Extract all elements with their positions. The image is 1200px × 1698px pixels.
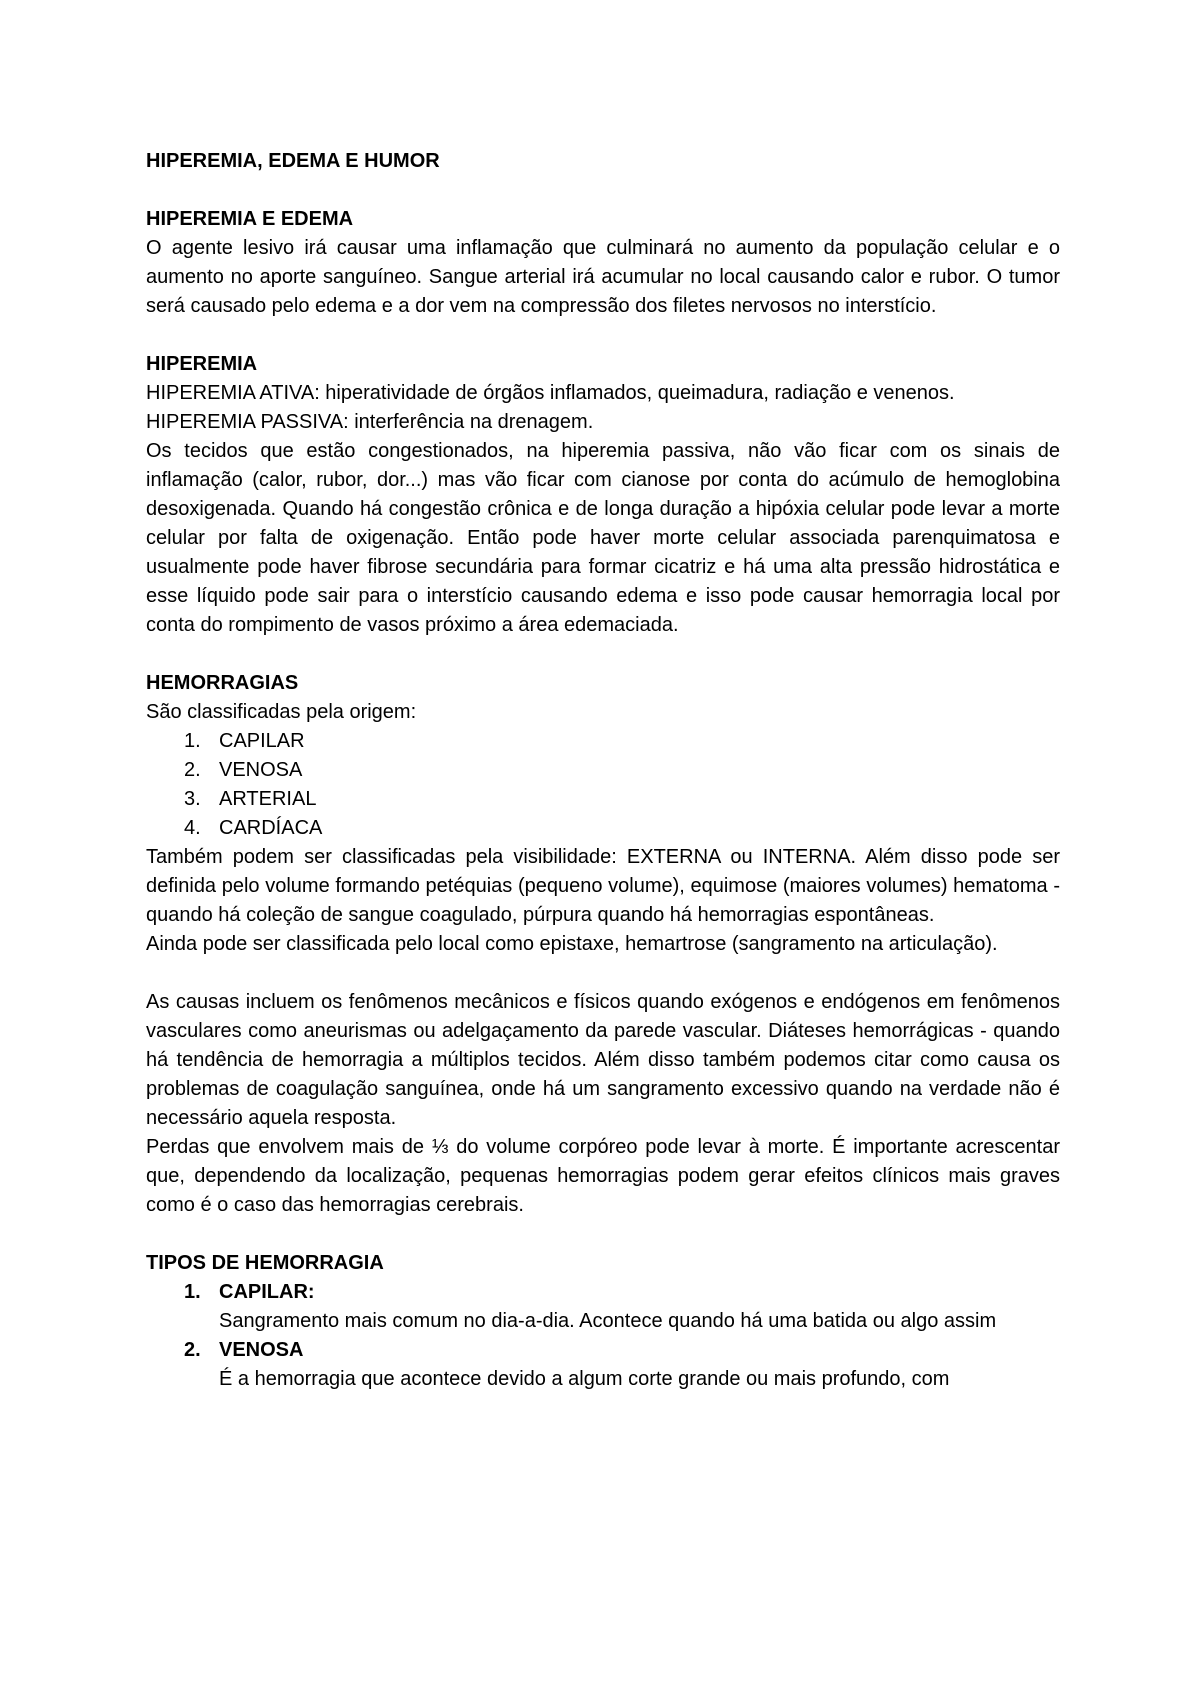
spacer <box>146 959 1060 988</box>
paragraph: Os tecidos que estão congestionados, na hiperemia passiva, não vão ficar com os sinais de inflamação (calor, rubor, dor...) mas vão ficar com cianose por conta do acúmulo de hemoglobina desoxigenada. Quando há congestão crônica e de longa duração a hipóxia celular pode levar a morte celular por falta de oxigenação. Então pode haver morte celular associada parenquimatosa e usualmente pode haver fibrose secundária para formar cicatriz e há uma alta pressão hidrostática e esse líquido pode sair para o interstício causando edema e isso pode causar hemorragia local por conta do rompimento de vasos próximo a área edemaciada. <box>146 440 1060 636</box>
section-heading: HIPEREMIA <box>146 353 258 375</box>
paragraph: HIPEREMIA ATIVA: hiperatividade de órgãos inflamados, queimadura, radiação e venenos. <box>146 382 955 404</box>
list-item-label: ARTERIAL <box>219 788 317 810</box>
paragraph: São classificadas pela origem: <box>146 701 417 723</box>
list-item-number: 2. <box>184 759 201 781</box>
paragraph: Perdas que envolvem mais de ⅓ do volume corpóreo pode levar à morte. É importante acrescentar que, dependendo da localização, pequenas hemorragias podem gerar efeitos clínicos mais graves como é o caso das hemorragias cerebrais. <box>146 1136 1060 1216</box>
section-hiperemia-e-edema <box>146 205 1060 321</box>
origin-list <box>146 727 1060 843</box>
list-item-label: CARDÍACA <box>219 817 323 839</box>
paragraph: O agente lesivo irá causar uma inflamação que culminará no aumento da população celular e o aumento no aporte sanguíneo. Sangue arterial irá acumular no local causando calor e rubor. O tumor será causado pelo edema e a dor vem na compressão dos filetes nervosos no interstício. <box>146 237 1060 317</box>
spacer <box>146 321 1060 350</box>
list-item-number: 1. <box>184 1281 201 1303</box>
section-hemorragias <box>146 669 1060 1220</box>
list-item-number: 4. <box>184 817 201 839</box>
type-description: Sangramento mais comum no dia-a-dia. Acontece quando há uma batida ou algo assim <box>219 1310 997 1332</box>
paragraph: Também podem ser classificadas pela visibilidade: EXTERNA ou INTERNA. Além disso pode ser definida pelo volume formando petéquias (pequeno volume), equimose (maiores volumes) hematoma - quando há coleção de sangue coagulado, púrpura quando há hemorragias espontâneas. <box>146 846 1060 926</box>
section-heading: HEMORRAGIAS <box>146 672 299 694</box>
paragraph: HIPEREMIA PASSIVA: interferência na drenagem. <box>146 411 594 433</box>
list-item <box>146 756 1060 785</box>
spacer <box>146 640 1060 669</box>
type-description: É a hemorragia que acontece devido a algum corte grande ou mais profundo, com <box>219 1368 950 1390</box>
document-title: HIPEREMIA, EDEMA E HUMOR <box>146 150 440 172</box>
section-heading: TIPOS DE HEMORRAGIA <box>146 1252 384 1274</box>
paragraph: Ainda pode ser classificada pelo local como epistaxe, hemartrose (sangramento na articulação). <box>146 933 998 955</box>
list-item <box>146 814 1060 843</box>
types-list <box>146 1278 1060 1394</box>
type-heading: VENOSA <box>219 1339 304 1361</box>
list-item-number: 2. <box>184 1339 201 1361</box>
paragraph: As causas incluem os fenômenos mecânicos e físicos quando exógenos e endógenos em fenômenos vasculares como aneurismas ou adelgaçamento da parede vascular. Diáteses hemorrágicas - quando há tendência de hemorragia a múltiplos tecidos. Além disso também podemos citar como causa os problemas de coagulação sanguínea, onde há um sangramento excessivo quando na verdade não é necessário aquela resposta. <box>146 991 1060 1129</box>
spacer <box>146 1220 1060 1249</box>
type-heading: CAPILAR: <box>219 1281 315 1303</box>
list-item <box>146 727 1060 756</box>
list-item-number: 1. <box>184 730 201 752</box>
section-tipos-de-hemorragia <box>146 1249 1060 1394</box>
section-heading: HIPEREMIA E EDEMA <box>146 208 354 230</box>
section-hiperemia <box>146 350 1060 640</box>
list-item <box>146 1336 1060 1394</box>
list-item <box>146 785 1060 814</box>
list-item-label: VENOSA <box>219 759 303 781</box>
list-item <box>146 1278 1060 1336</box>
document-page <box>146 147 1060 1394</box>
list-item-number: 3. <box>184 788 201 810</box>
list-item-label: CAPILAR <box>219 730 305 752</box>
